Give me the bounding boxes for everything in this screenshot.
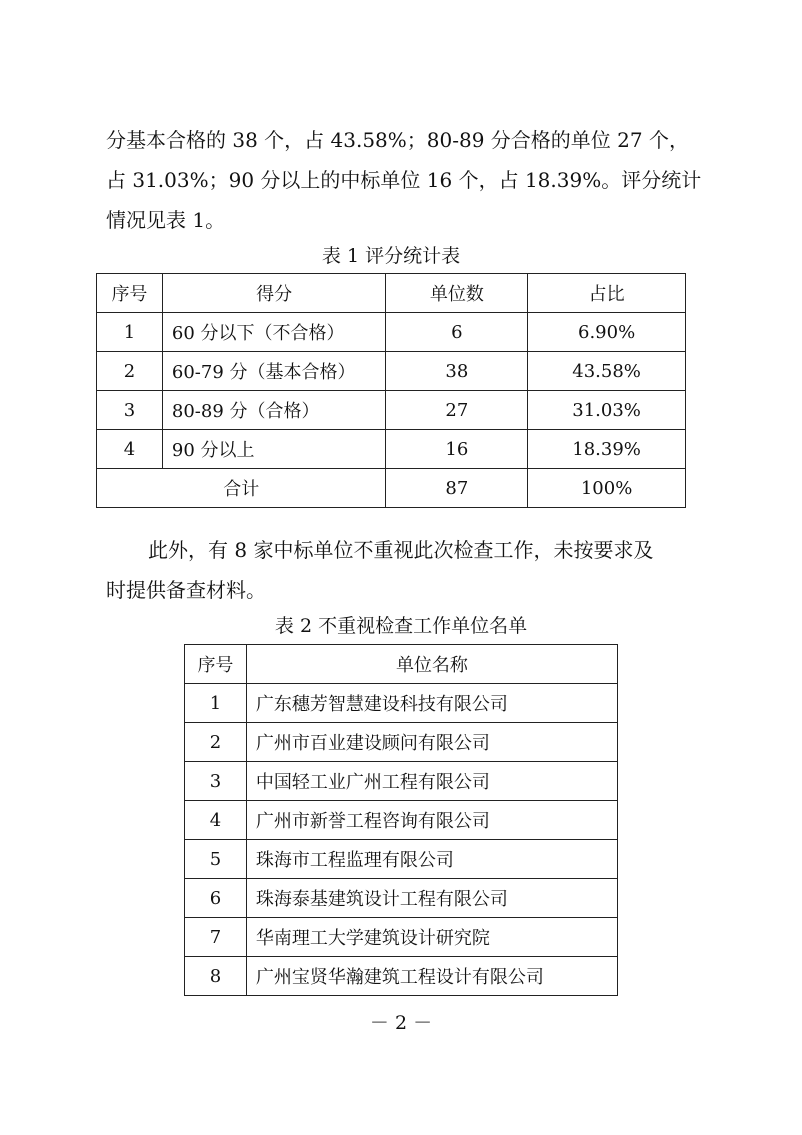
table-row — [97, 430, 686, 469]
table-header-row — [97, 274, 686, 313]
header-unit-name: 单位名称 — [246, 645, 617, 684]
row-percent: 31.03% — [528, 391, 686, 430]
table-row — [97, 391, 686, 430]
page-number: － 2 － — [369, 1012, 433, 1034]
table-2-caption: 表 2 不重视检查工作单位名单 — [274, 615, 528, 637]
row-no: 4 — [185, 801, 247, 840]
table-row — [185, 801, 618, 840]
row-unit-name: 珠海泰基建筑设计工程有限公司 — [246, 879, 617, 918]
score-statistics-table — [96, 273, 686, 508]
paragraph-1-line-2: 占 31.03%；90 分以上的中标单位 16 个，占 18.39%。评分统计 — [106, 168, 702, 192]
table-row — [185, 684, 618, 723]
row-percent: 18.39% — [528, 430, 686, 469]
row-count: 16 — [386, 430, 528, 469]
table-row — [185, 840, 618, 879]
unit-list-table — [184, 644, 618, 996]
table-row — [185, 879, 618, 918]
header-count: 单位数 — [386, 274, 528, 313]
row-no: 1 — [185, 684, 247, 723]
row-no: 7 — [185, 918, 247, 957]
table-1-caption: 表 1 评分统计表 — [321, 245, 461, 267]
row-percent: 6.90% — [528, 313, 686, 352]
header-no: 序号 — [185, 645, 247, 684]
row-no: 6 — [185, 879, 247, 918]
total-percent: 100% — [528, 469, 686, 508]
header-percent: 占比 — [528, 274, 686, 313]
row-unit-name: 广州宝贤华瀚建筑工程设计有限公司 — [246, 957, 617, 996]
row-count: 38 — [386, 352, 528, 391]
row-percent: 43.58% — [528, 352, 686, 391]
table-row — [97, 352, 686, 391]
row-score: 60-79 分（基本合格） — [162, 352, 386, 391]
header-no: 序号 — [97, 274, 163, 313]
row-no: 2 — [97, 352, 163, 391]
paragraph-2-line-2: 时提供备查材料。 — [106, 578, 266, 602]
row-no: 5 — [185, 840, 247, 879]
total-count: 87 — [386, 469, 528, 508]
table-row — [185, 918, 618, 957]
table-row — [185, 957, 618, 996]
row-unit-name: 广州市百业建设顾问有限公司 — [246, 723, 617, 762]
row-count: 27 — [386, 391, 528, 430]
row-no: 4 — [97, 430, 163, 469]
row-no: 3 — [97, 391, 163, 430]
header-score: 得分 — [162, 274, 386, 313]
total-label: 合计 — [97, 469, 386, 508]
row-no: 1 — [97, 313, 163, 352]
table-row — [97, 313, 686, 352]
table-header-row — [185, 645, 618, 684]
row-count: 6 — [386, 313, 528, 352]
paragraph-1-line-1: 分基本合格的 38 个，占 43.58%；80-89 分合格的单位 27 个， — [106, 128, 689, 152]
table-total-row — [97, 469, 686, 508]
table-row — [185, 723, 618, 762]
row-unit-name: 广东穗芳智慧建设科技有限公司 — [246, 684, 617, 723]
row-score: 80-89 分（合格） — [162, 391, 386, 430]
row-no: 3 — [185, 762, 247, 801]
row-unit-name: 中国轻工业广州工程有限公司 — [246, 762, 617, 801]
paragraph-2-line-1: 此外，有 8 家中标单位不重视此次检查工作，未按要求及 — [148, 538, 654, 562]
row-no: 8 — [185, 957, 247, 996]
row-unit-name: 广州市新誉工程咨询有限公司 — [246, 801, 617, 840]
row-score: 60 分以下（不合格） — [162, 313, 386, 352]
row-unit-name: 华南理工大学建筑设计研究院 — [246, 918, 617, 957]
table-row — [185, 762, 618, 801]
row-unit-name: 珠海市工程监理有限公司 — [246, 840, 617, 879]
paragraph-1-line-3: 情况见表 1。 — [106, 208, 226, 232]
row-score: 90 分以上 — [162, 430, 386, 469]
row-no: 2 — [185, 723, 247, 762]
